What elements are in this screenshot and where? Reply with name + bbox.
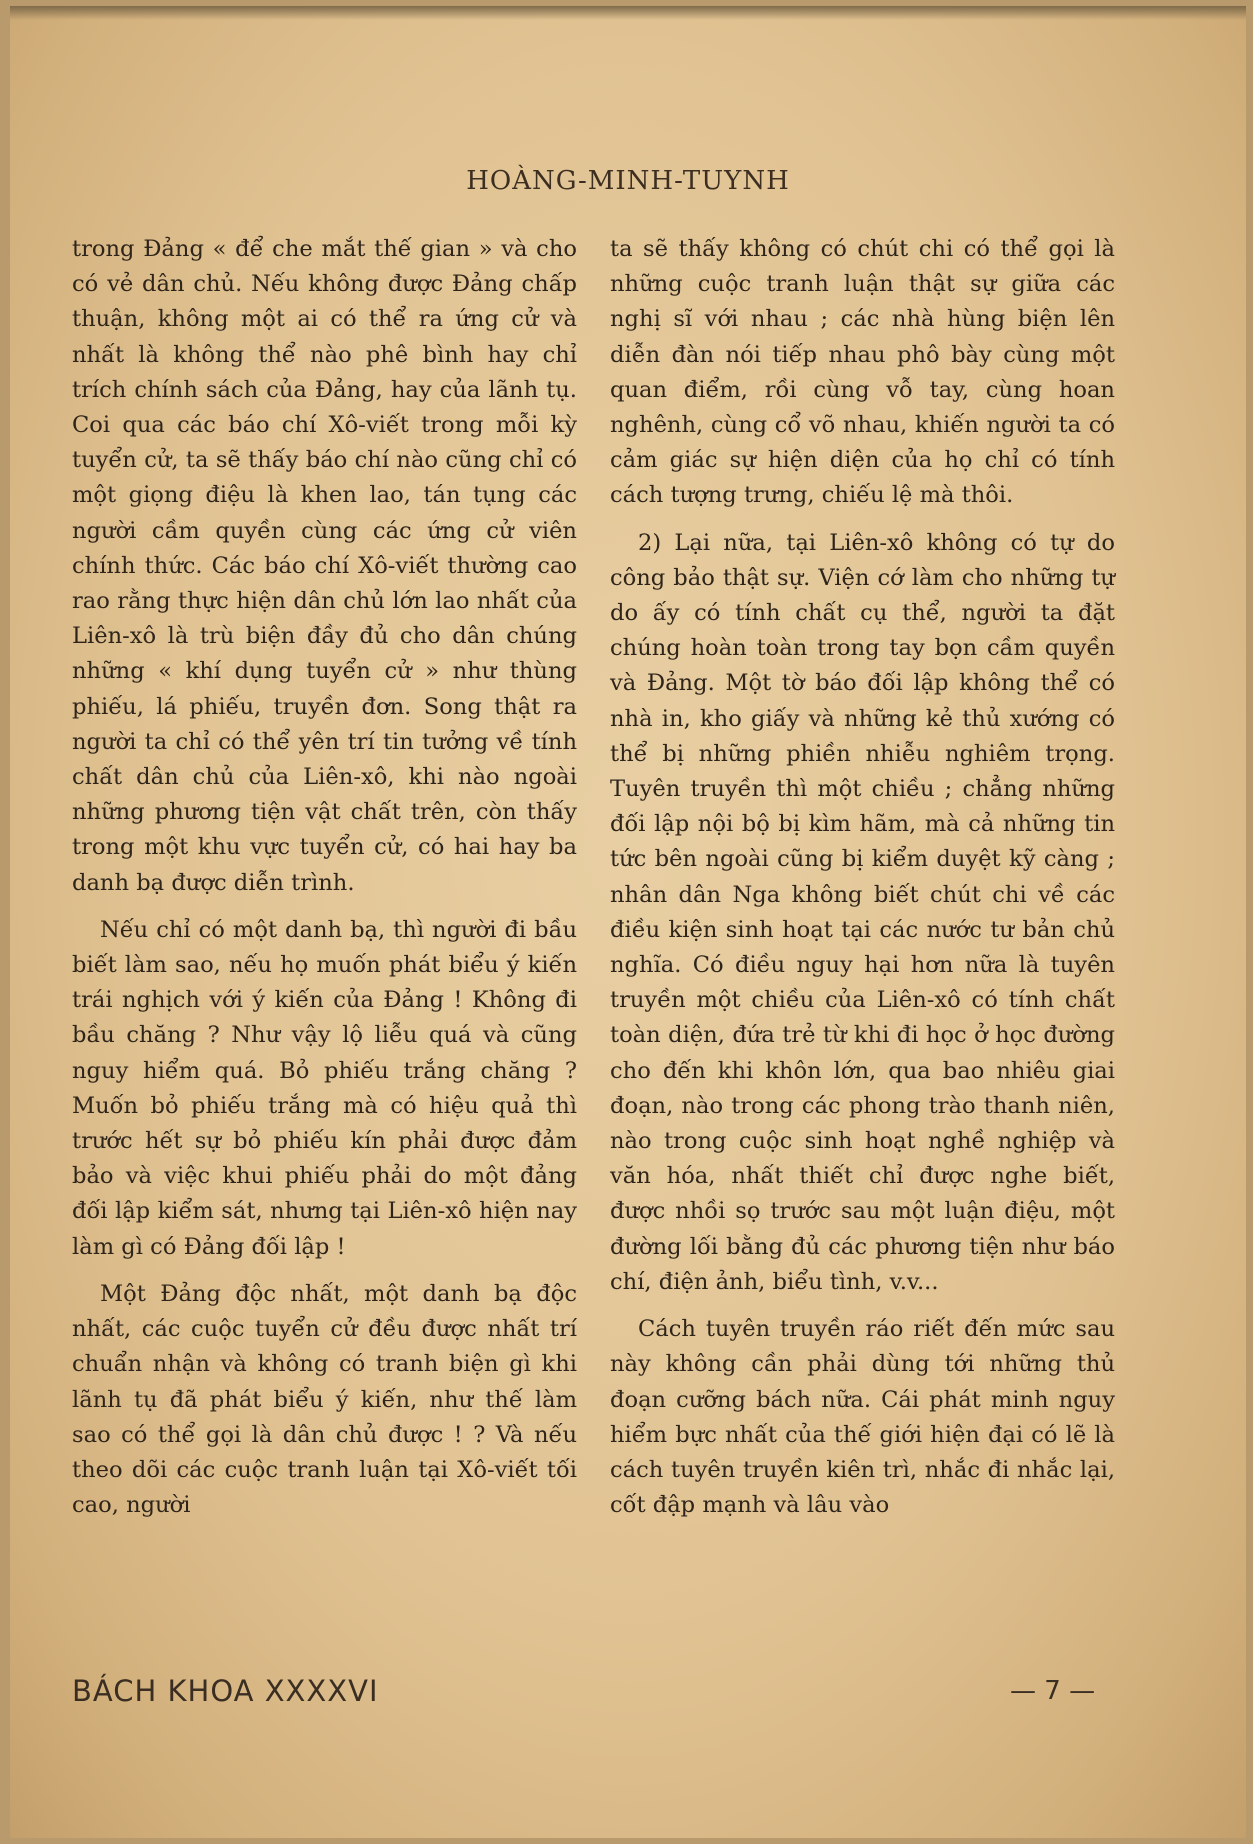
magazine-page [10,6,1246,1838]
right-paragraph-3: Cách tuyên truyền ráo riết đến mức sau này không cần phải dùng tới những thủ đoạn cưỡng bách nữa. Cái phát minh nguy hiểm bực nhất của thế giới hiện đại có lẽ là cách tuyên truyền kiên trì, nhắc đi nhắc lại, cốt đập mạnh và lâu vào [610,1316,1115,1519]
publication-footer: BÁCH KHOA XXXXVI [72,1674,379,1708]
left-paragraph-1: trong Đảng « để che mắt thế gian » và cho có vẻ dân chủ. Nếu không được Đảng chấp thuận, không một ai có thể ra ứng cử và nhất là không thể nào phê bình hay chỉ trích chính sách của Đảng, hay của lãnh tụ. Coi qua các báo chí Xô-viết trong mỗi kỳ tuyển cử, ta sẽ thấy báo chí nào cũng chỉ có một giọng điệu là khen lao, tán tụng các người cầm quyền cùng các ứng cử viên chính thức. Các báo chí Xô-viết thường cao rao rằng thực hiện dân chủ lớn lao nhất của Liên-xô là trù biện đầy đủ cho dân chúng những « khí dụng tuyển cử » như thùng phiếu, lá phiếu, truyền đơn. Song thật ra người ta chỉ có thể yên trí tin tưởng về tính chất dân chủ của Liên-xô, khi nào ngoài những phương tiện vật chất trên, còn thấy trong một khu vực tuyển cử, có hai hay ba danh bạ được diễn trình. [72,236,577,896]
right-column [610,232,1115,1523]
right-paragraph-2: 2) Lại nữa, tại Liên-xô không có tự do công bảo thật sự. Viện cớ làm cho những tự do ấy có tính chất cụ thể, người ta đặt chúng hoàn toàn trong tay bọn cầm quyền và Đảng. Một tờ báo đối lập không thể có nhà in, kho giấy và những kẻ thủ xướng có thể bị những phiền nhiễu nghiêm trọng. Tuyên truyền thì một chiều ; chẳng những đối lập nội bộ bị kìm hãm, mà cả những tin tức bên ngoài cũng bị kiểm duyệt kỹ càng ; nhân dân Nga không biết chút chi về các điều kiện sinh hoạt tại các nước tư bản chủ nghĩa. Có điều nguy hại hơn nữa là tuyên truyền một chiều của Liên-xô có tính chất toàn diện, đứa trẻ từ khi đi học ở học đường cho đến khi khôn lớn, qua bao nhiêu giai đoạn, nào trong các phong trào thanh niên, nào trong cuộc sinh hoạt nghề nghiệp và văn hóa, nhất thiết chỉ được nghe biết, được nhồi sọ trước sau một luận điệu, một đường lối bằng đủ các phương tiện như báo chí, điện ảnh, biểu tình, v.v... [610,529,1115,1295]
right-paragraph-1: ta sẽ thấy không có chút chi có thể gọi là những cuộc tranh luận thật sự giữa các nghị sĩ với nhau ; các nhà hùng biện lên diễn đàn nói tiếp nhau phô bày cùng một quan điểm, rồi cùng vỗ tay, cùng hoan nghênh, cùng cổ võ nhau, khiến người ta có cảm giác sự hiện diện của họ chỉ có tính cách tượng trưng, chiếu lệ mà thôi. [610,236,1115,509]
page-number: — 7 — [1010,1676,1096,1706]
left-paragraph-3: Một Đảng độc nhất, một danh bạ độc nhất, các cuộc tuyển cử đều được nhất trí chuẩn nhận và không có tranh biện gì khi lãnh tụ đã phát biểu ý kiến, như thế làm sao có thể gọi là dân chủ được ! ? Và nếu theo dõi các cuộc tranh luận tại Xô-viết tối cao, người [72,1280,577,1519]
running-head: HOÀNG-MINH-TUYNH [466,166,790,196]
left-paragraph-2: Nếu chỉ có một danh bạ, thì người đi bầu biết làm sao, nếu họ muốn phát biểu ý kiến trái nghịch với ý kiến của Đảng ! Không đi bầu chăng ? Như vậy lộ liễu quá và cũng nguy hiểm quá. Bỏ phiếu trắng chăng ? Muốn bỏ phiếu trắng mà có hiệu quả thì trước hết sự bỏ phiếu kín phải được đảm bảo và việc khui phiếu phải do một đảng đối lập kiểm sát, nhưng tại Liên-xô hiện nay làm gì có Đảng đối lập ! [72,916,577,1260]
left-column [72,232,577,1523]
